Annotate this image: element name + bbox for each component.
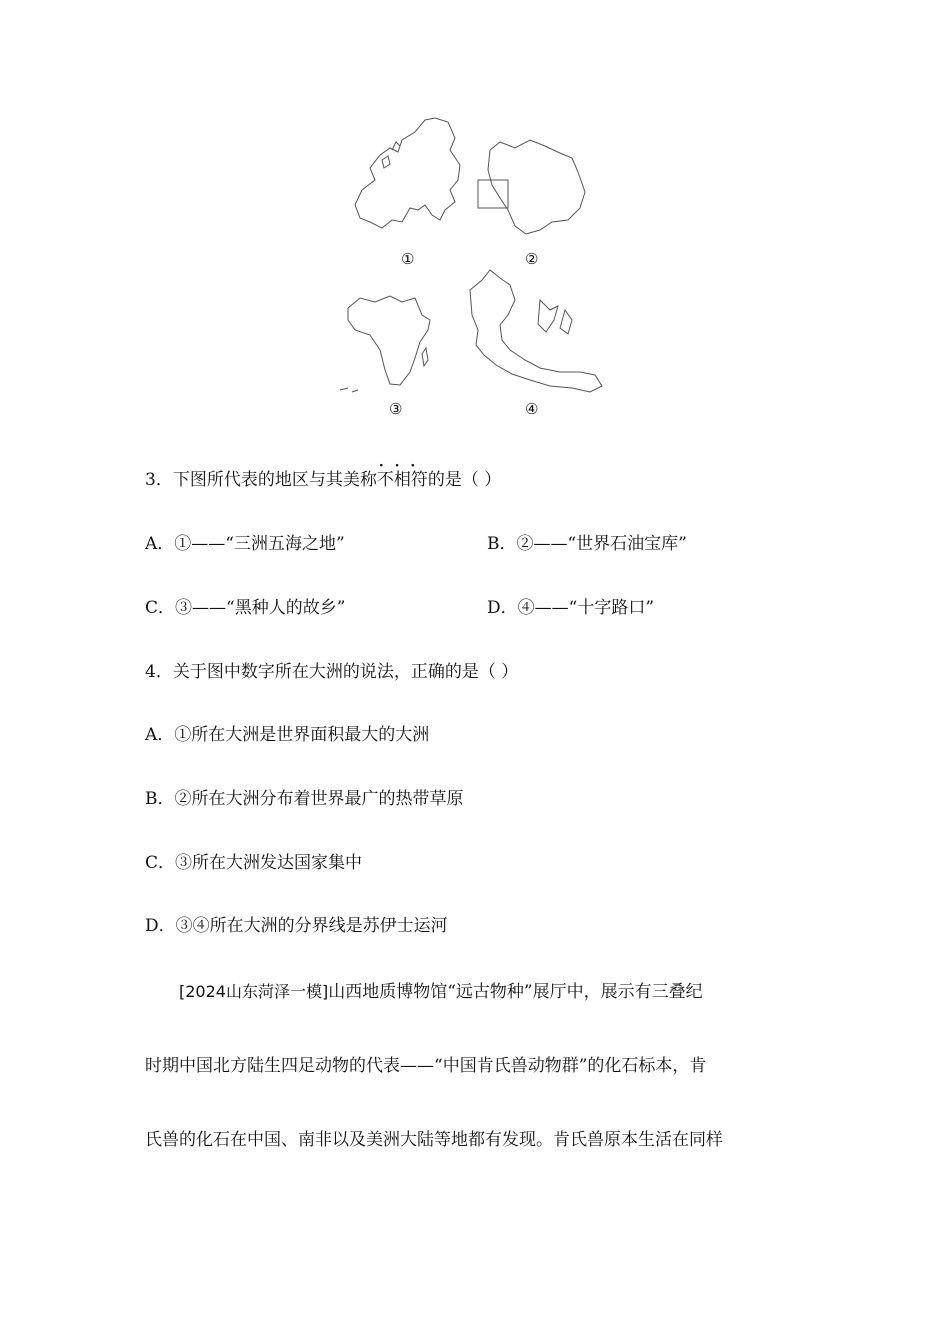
africa-map-icon (348, 296, 430, 385)
q4-option-b: B．②所在大洲分布着世界最广的热带草原 (145, 789, 464, 809)
map-label-1: ① (401, 250, 415, 268)
passage-source: [2024山东菏泽一模] (179, 982, 329, 1001)
q3-option-a: A．①——“三洲五海之地” (145, 534, 345, 554)
passage-line-1: [2024山东菏泽一模]山西地质博物馆“远古物种”展厅中，展示有三叠纪 (179, 982, 703, 1002)
map-label-3: ③ (389, 400, 403, 418)
q3-option-c: C．③——“黑种人的故乡” (145, 598, 346, 618)
question-4-stem: 4．关于图中数字所在大洲的说法，正确的是（ ） (145, 662, 519, 682)
q4-option-a: A．①所在大洲是世界面积最大的大洲 (145, 725, 430, 745)
q4-option-c: C．③所在大洲发达国家集中 (145, 853, 363, 873)
southeast-asia-map-icon (470, 270, 602, 392)
q3-option-b: B．②——“世界石油宝库” (487, 534, 687, 554)
q4-option-d: D．③④所在大洲的分界线是苏伊士运河 (145, 916, 448, 936)
map-label-2: ② (525, 250, 539, 268)
emphasis-text: 不相符 · · · (377, 470, 428, 490)
question-3-stem: 3．下图所代表的地区与其美称不相符 · · ·的是（ ） (145, 468, 501, 492)
passage-line-3: 氏兽的化石在中国、南非以及美洲大陆等地都有发现。肯氏兽原本生活在同样 (145, 1130, 723, 1150)
europe-map-icon (355, 118, 460, 228)
continent-maps-figure (340, 110, 620, 420)
map-label-4: ④ (525, 400, 539, 418)
q3-option-d: D．④——“十字路口” (487, 598, 655, 618)
passage-line-2: 时期中国北方陆生四足动物的代表——“中国肯氏兽动物群”的化石标本，肯 (145, 1056, 707, 1076)
maps-svg (340, 110, 620, 420)
middle-east-map-icon (488, 140, 585, 234)
